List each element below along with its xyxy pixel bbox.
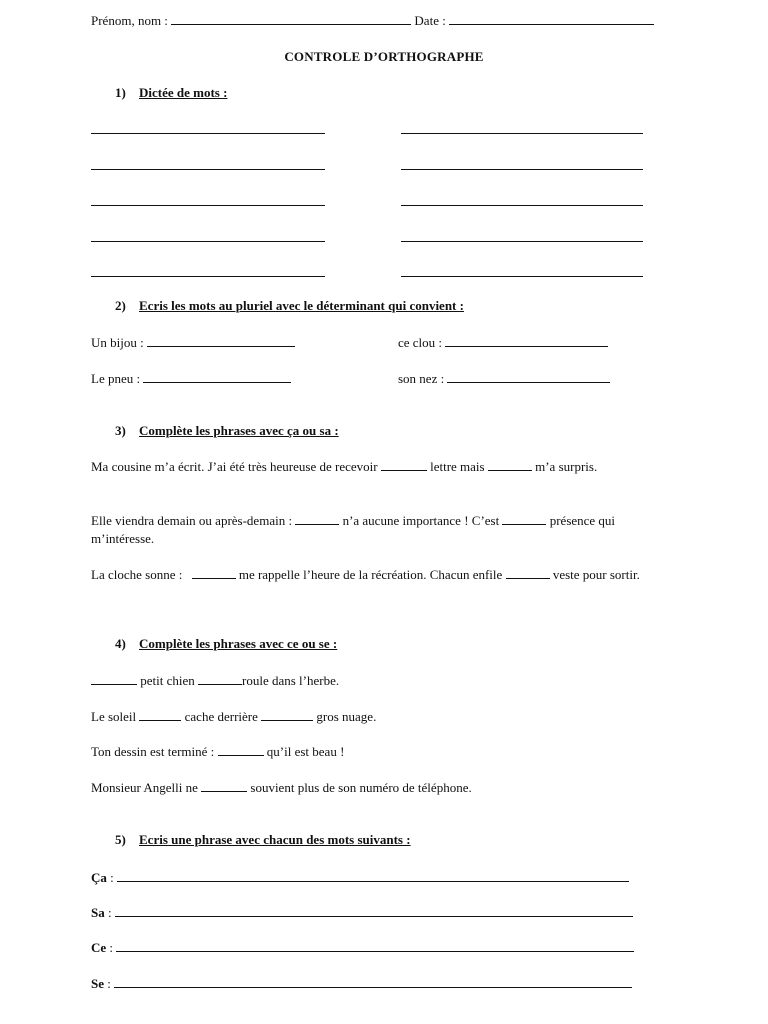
header-row xyxy=(91,12,654,29)
section-title: Dictée de mots : xyxy=(139,85,228,100)
name-field[interactable] xyxy=(171,12,411,25)
sentence-text: gros nuage. xyxy=(316,709,377,724)
dictation-line[interactable] xyxy=(401,276,643,277)
sentence-text: veste xyxy=(552,567,580,582)
sentence-row xyxy=(91,975,632,992)
plural-item-label: Le pneu : xyxy=(91,371,141,386)
section-title: Ecris une phrase avec chacun des mots suivants : xyxy=(139,832,411,847)
section-1-heading xyxy=(115,85,227,101)
sentence-text: souvient plus de son numéro de téléphone. xyxy=(250,780,472,795)
section-number: 5) xyxy=(115,832,126,847)
blank-field[interactable] xyxy=(218,743,264,756)
sentence-answer-field[interactable] xyxy=(115,904,633,917)
blank-field[interactable] xyxy=(139,708,181,721)
blank-field[interactable] xyxy=(201,779,247,792)
blank-field[interactable] xyxy=(295,512,339,525)
sentence-text: présence qui m’intéresse. xyxy=(91,513,616,546)
dictation-line[interactable] xyxy=(91,205,325,206)
sentence-row xyxy=(91,869,629,886)
section-number: 2) xyxy=(115,298,126,313)
plural-item-label: ce clou : xyxy=(398,335,443,350)
section-title: Complète les phrases avec ce ou se : xyxy=(139,636,338,651)
sentence-text: roule dans l’herbe. xyxy=(242,673,340,688)
sentence-text: Le soleil xyxy=(91,709,137,724)
name-label: Prénom, nom : xyxy=(91,13,168,28)
sentence-text: m’a xyxy=(535,459,556,474)
section-4-heading xyxy=(115,636,337,652)
date-label: Date : xyxy=(414,13,446,28)
section-number: 4) xyxy=(115,636,126,651)
separator: : xyxy=(107,905,112,920)
exercise-sentence xyxy=(91,708,376,725)
dictation-line[interactable] xyxy=(91,276,325,277)
sentence-answer-field[interactable] xyxy=(117,869,629,882)
plural-item xyxy=(91,370,291,387)
sentence-text: petit chien xyxy=(140,673,195,688)
exercise-sentence xyxy=(91,458,651,476)
sentence-answer-field[interactable] xyxy=(114,975,632,988)
dictation-line[interactable] xyxy=(401,169,643,170)
sentence-text: lettre mais xyxy=(430,459,485,474)
word-label: Ça xyxy=(91,870,107,885)
exercise-sentence xyxy=(91,672,339,689)
sentence-text: pour sortir. xyxy=(582,567,640,582)
plural-answer-field[interactable] xyxy=(445,334,608,347)
blank-field[interactable] xyxy=(488,458,532,471)
blank-field[interactable] xyxy=(506,566,550,579)
plural-item xyxy=(398,370,610,387)
sentence-row xyxy=(91,939,634,956)
section-number: 3) xyxy=(115,423,126,438)
sentence-answer-field[interactable] xyxy=(116,939,634,952)
plural-answer-field[interactable] xyxy=(147,334,295,347)
sentence-text: surpris. xyxy=(558,459,598,474)
dictation-line[interactable] xyxy=(91,241,325,242)
word-label: Sa xyxy=(91,905,105,920)
plural-item-label: Un bijou : xyxy=(91,335,144,350)
separator: : xyxy=(110,870,114,885)
exercise-sentence xyxy=(91,512,651,548)
sentence-text: Ton dessin est terminé : xyxy=(91,744,215,759)
blank-field[interactable] xyxy=(91,672,137,685)
sentence-text: Elle viendra demain ou après-demain : xyxy=(91,513,293,528)
sentence-text: me rappelle l’heure de la récréation. Chacun enfile xyxy=(238,567,503,582)
page-title: CONTROLE D’ORTHOGRAPHE xyxy=(284,49,484,64)
word-label: Se xyxy=(91,976,104,991)
dictation-line[interactable] xyxy=(401,205,643,206)
sentence-text: cache derrière xyxy=(184,709,258,724)
sentence-text: La cloche sonne : xyxy=(91,567,183,582)
exercise-sentence xyxy=(91,566,651,584)
section-title: Complète les phrases avec ça ou sa : xyxy=(139,423,339,438)
sentence-text: n’a aucune importance ! C’est xyxy=(342,513,500,528)
section-number: 1) xyxy=(115,85,126,100)
plural-item-label: son nez : xyxy=(398,371,445,386)
exercise-sentence xyxy=(91,743,344,760)
section-2-heading xyxy=(115,298,464,314)
blank-field[interactable] xyxy=(192,566,236,579)
dictation-line[interactable] xyxy=(91,133,325,134)
plural-item xyxy=(398,334,608,351)
date-field[interactable] xyxy=(449,12,654,25)
dictation-line[interactable] xyxy=(401,241,643,242)
dictation-line[interactable] xyxy=(91,169,325,170)
section-5-heading xyxy=(115,832,411,848)
sentence-row xyxy=(91,904,633,921)
word-label: Ce xyxy=(91,940,107,955)
sentence-text: Ma cousine m’a écrit. J’ai été très heureuse de recevoir xyxy=(91,459,378,474)
blank-field[interactable] xyxy=(381,458,427,471)
blank-field[interactable] xyxy=(261,708,313,721)
dictation-line[interactable] xyxy=(401,133,643,134)
plural-item xyxy=(91,334,295,351)
separator: : xyxy=(107,976,111,991)
section-title: Ecris les mots au pluriel avec le déterminant qui convient : xyxy=(139,298,464,313)
sentence-text: Monsieur Angelli ne xyxy=(91,780,198,795)
exercise-sentence xyxy=(91,779,472,796)
separator: : xyxy=(109,940,114,955)
blank-field[interactable] xyxy=(198,672,242,685)
plural-answer-field[interactable] xyxy=(143,370,291,383)
plural-answer-field[interactable] xyxy=(447,370,610,383)
blank-field[interactable] xyxy=(502,512,546,525)
section-3-heading xyxy=(115,423,339,439)
sentence-text: qu’il est beau ! xyxy=(266,744,345,759)
